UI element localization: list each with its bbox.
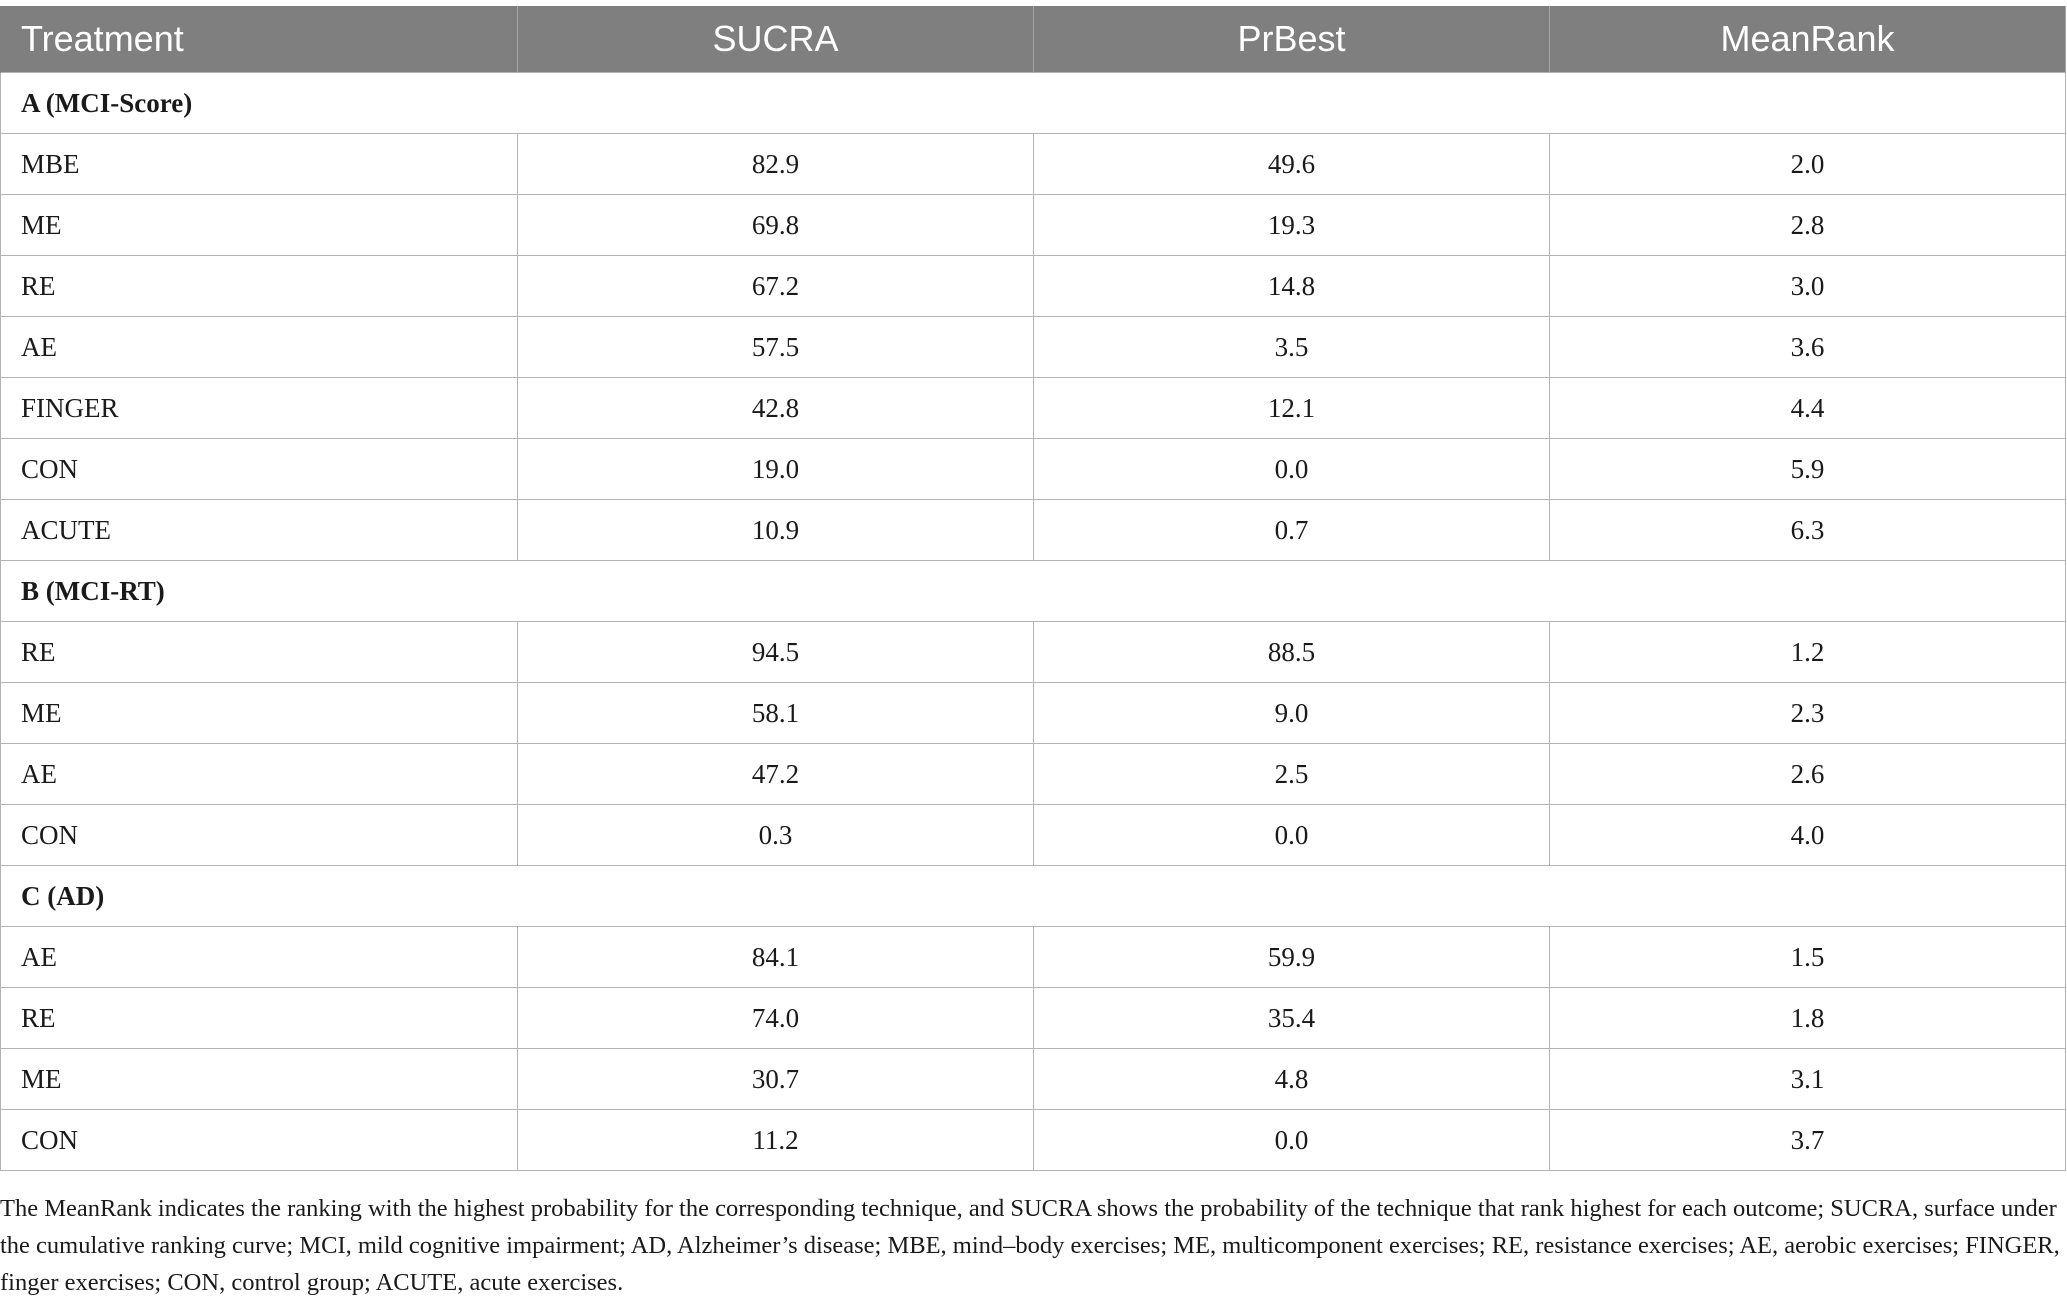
section-row — [1, 561, 2066, 622]
prbest-cell: 14.8 — [1034, 256, 1550, 317]
sucra-cell: 19.0 — [518, 439, 1034, 500]
treatment-cell: ME — [1, 195, 518, 256]
table-row — [1, 378, 2066, 439]
table-row — [1, 927, 2066, 988]
sucra-cell: 42.8 — [518, 378, 1034, 439]
section-title: A (MCI-Score) — [1, 73, 2066, 134]
treatment-cell: ME — [1, 1049, 518, 1110]
sucra-cell: 94.5 — [518, 622, 1034, 683]
column-header-meanrank: MeanRank — [1550, 6, 2066, 73]
treatment-cell: CON — [1, 1110, 518, 1171]
sucra-cell: 67.2 — [518, 256, 1034, 317]
treatment-cell: AE — [1, 317, 518, 378]
prbest-cell: 3.5 — [1034, 317, 1550, 378]
meanrank-cell: 3.6 — [1550, 317, 2066, 378]
section-title: B (MCI-RT) — [1, 561, 2066, 622]
meanrank-cell: 2.6 — [1550, 744, 2066, 805]
prbest-cell: 0.0 — [1034, 439, 1550, 500]
prbest-cell: 9.0 — [1034, 683, 1550, 744]
treatment-cell: RE — [1, 256, 518, 317]
sucra-cell: 57.5 — [518, 317, 1034, 378]
sucra-cell: 58.1 — [518, 683, 1034, 744]
treatment-cell: CON — [1, 805, 518, 866]
treatment-cell: CON — [1, 439, 518, 500]
column-header-prbest: PrBest — [1034, 6, 1550, 73]
meanrank-cell: 2.0 — [1550, 134, 2066, 195]
treatment-cell: AE — [1, 927, 518, 988]
table-row — [1, 256, 2066, 317]
table-body — [1, 73, 2066, 1171]
treatment-cell: MBE — [1, 134, 518, 195]
section-row — [1, 866, 2066, 927]
meanrank-cell: 2.3 — [1550, 683, 2066, 744]
meanrank-cell: 4.4 — [1550, 378, 2066, 439]
table-row — [1, 195, 2066, 256]
table-footnote: The MeanRank indicates the ranking with the highest probability for the corresponding technique, and SUCRA shows the probability of the technique that rank highest for each outcome; SUCRA, surface under the cumulative ranking curve; MCI, mild cognitive impairment; AD, Alzheimer’s disease; MBE, mind–body exercises; ME, multicomponent exercises; RE, resistance exercises; AE, aerobic exercises; FINGER, finger exercises; CON, control group; ACUTE, acute exercises. — [0, 1195, 2060, 1296]
treatment-cell: AE — [1, 744, 518, 805]
prbest-cell: 19.3 — [1034, 195, 1550, 256]
table-row — [1, 500, 2066, 561]
column-header-sucra: SUCRA — [518, 6, 1034, 73]
meanrank-cell: 3.1 — [1550, 1049, 2066, 1110]
sucra-cell: 84.1 — [518, 927, 1034, 988]
section-title: C (AD) — [1, 866, 2066, 927]
prbest-cell: 4.8 — [1034, 1049, 1550, 1110]
sucra-cell: 10.9 — [518, 500, 1034, 561]
meanrank-cell: 1.8 — [1550, 988, 2066, 1049]
prbest-cell: 59.9 — [1034, 927, 1550, 988]
prbest-cell: 2.5 — [1034, 744, 1550, 805]
table-row — [1, 622, 2066, 683]
meanrank-cell: 3.7 — [1550, 1110, 2066, 1171]
prbest-cell: 0.0 — [1034, 1110, 1550, 1171]
header-row — [1, 6, 2066, 73]
table-row — [1, 317, 2066, 378]
sucra-cell: 74.0 — [518, 988, 1034, 1049]
meanrank-cell: 5.9 — [1550, 439, 2066, 500]
sucra-cell: 47.2 — [518, 744, 1034, 805]
treatment-cell: ME — [1, 683, 518, 744]
table-row — [1, 683, 2066, 744]
table-row — [1, 1049, 2066, 1110]
section-row — [1, 73, 2066, 134]
sucra-cell: 11.2 — [518, 1110, 1034, 1171]
table-row — [1, 805, 2066, 866]
treatment-cell: ACUTE — [1, 500, 518, 561]
sucra-cell: 69.8 — [518, 195, 1034, 256]
meanrank-cell: 2.8 — [1550, 195, 2066, 256]
table-row — [1, 744, 2066, 805]
prbest-cell: 12.1 — [1034, 378, 1550, 439]
table-row — [1, 1110, 2066, 1171]
meanrank-cell: 6.3 — [1550, 500, 2066, 561]
meanrank-cell: 1.5 — [1550, 927, 2066, 988]
prbest-cell: 0.0 — [1034, 805, 1550, 866]
meanrank-cell: 1.2 — [1550, 622, 2066, 683]
treatment-cell: RE — [1, 988, 518, 1049]
table-row — [1, 134, 2066, 195]
sucra-cell: 82.9 — [518, 134, 1034, 195]
prbest-cell: 35.4 — [1034, 988, 1550, 1049]
table-row — [1, 439, 2066, 500]
prbest-cell: 0.7 — [1034, 500, 1550, 561]
ranking-table — [0, 6, 2066, 1171]
treatment-cell: RE — [1, 622, 518, 683]
table-row — [1, 988, 2066, 1049]
sucra-cell: 0.3 — [518, 805, 1034, 866]
treatment-cell: FINGER — [1, 378, 518, 439]
sucra-cell: 30.7 — [518, 1049, 1034, 1110]
prbest-cell: 88.5 — [1034, 622, 1550, 683]
meanrank-cell: 4.0 — [1550, 805, 2066, 866]
meanrank-cell: 3.0 — [1550, 256, 2066, 317]
column-header-treatment: Treatment — [1, 6, 518, 73]
prbest-cell: 49.6 — [1034, 134, 1550, 195]
